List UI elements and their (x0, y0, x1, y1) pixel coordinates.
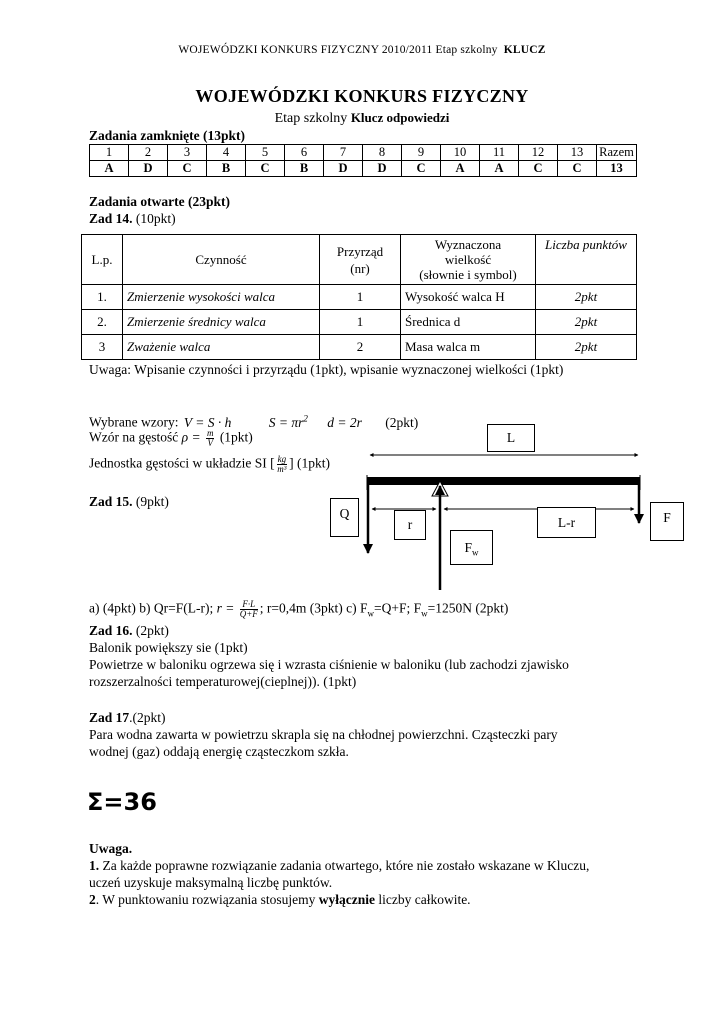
closed-answer: A (441, 161, 480, 177)
zad15-r-fraction (240, 600, 258, 619)
zad15-r-lhs: r = (216, 600, 235, 616)
unit-line: Jednostka gęstości w układzie SI [ $\frac{kg}{\text{m³}}$ ] (1pkt) (89, 454, 330, 474)
col-przyrzad-line1: Przyrząd (336, 243, 384, 259)
row-lp: 1. (82, 285, 123, 310)
note-2-text-b: liczby całkowite. (374, 892, 471, 907)
zad15-fw-sub-1: w (367, 608, 375, 619)
open-heading: Zadania otwarte (23pkt) (89, 194, 230, 209)
formulas-label: Wybrane wzory: (89, 414, 179, 430)
formula-area-base: S = πr (268, 414, 304, 430)
closed-number: 4 (207, 145, 246, 161)
note-2-bold: wyłącznie (318, 892, 375, 907)
zad17-line1: Para wodna zawarta w powietrzu skrapla się na chłodnej powierzchni. Cząsteczki pary (89, 727, 558, 742)
col-lp: L.p. (82, 235, 123, 285)
zad16-line2: Powietrze w baloniku ogrzewa się i wzrasta ciśnienie w baloniku (lub zachodzi zjawisko (89, 657, 569, 672)
row-punkty: 2pkt (536, 285, 637, 310)
row-wielkosc: Wysokość walca H (401, 285, 536, 310)
closed-number: 8 (363, 145, 402, 161)
zad15-answer-c2: =1250N (2pkt) (427, 600, 509, 616)
unit-denominator: m³ (277, 464, 287, 474)
zad15-answer (89, 600, 508, 619)
label-fw-sub: w (472, 547, 479, 558)
label-l-minus-r: L-r (537, 507, 596, 538)
closed-number: 3 (168, 145, 207, 161)
closed-answer: B (285, 161, 324, 177)
col-wielkosc-line3: (słownie i symbol) (419, 267, 517, 282)
formula-diameter: d = 2r (327, 414, 362, 430)
unit-points: (1pkt) (296, 455, 330, 471)
note-1-line1 (89, 858, 589, 874)
zad14-note: Uwaga: Wpisanie czynności i przyrządu (1pkt), wpisanie wyznaczonej wielkości (1pkt) (89, 362, 564, 377)
density-lhs: ρ = (181, 429, 201, 445)
closed-answer: D (363, 161, 402, 177)
col-punkty: Liczba punktów (536, 235, 637, 285)
zad16-line1: Balonik powiększy sie (1pkt) (89, 640, 248, 655)
unit-label: Jednostka gęstości w układzie SI (89, 455, 267, 471)
closed-number: 12 (519, 145, 558, 161)
note-2 (89, 892, 471, 908)
formula-area-exponent: 2 (303, 413, 308, 423)
document-title: WOJEWÓDZKI KONKURS FIZYCZNY (195, 86, 529, 106)
label-q: Q (330, 498, 359, 537)
closed-total-value: 13 (597, 161, 637, 177)
zad15-fw-sub-2: w (421, 608, 428, 619)
lever-beam (367, 477, 640, 485)
subtitle-key: Klucz odpowiedzi (350, 110, 450, 125)
row-wielkosc: Masa walca m (401, 335, 536, 360)
zad15-points: (9pkt) (135, 494, 169, 509)
unit-numerator: kg (277, 454, 287, 464)
closed-answer: A (90, 161, 129, 177)
zad17-heading (89, 710, 166, 726)
zad16-points: (2pkt) (135, 623, 169, 638)
note-2-text-a: . W punktowaniu rozwiązania stosujemy (95, 892, 319, 907)
label-l: L (487, 424, 535, 452)
closed-number: 13 (558, 145, 597, 161)
col-wielkosc-line2: wielkość (444, 252, 492, 267)
zad14-label: Zad 14. (89, 211, 133, 226)
closed-total-label: Razem (597, 145, 637, 161)
row-punkty: 2pkt (536, 335, 637, 360)
row-lp: 2. (82, 310, 123, 335)
label-fw-base: F (464, 540, 472, 555)
header-text: WOJEWÓDZKI KONKURS FIZYCZNY 2010/2011 Etap szkolny (178, 44, 498, 56)
density-denominator: V (207, 438, 213, 448)
row-lp: 3 (82, 335, 123, 360)
total-sum: Σ=36 (87, 788, 157, 816)
zad15-answer-ab: a) (4pkt) b) Qr=F(L-r); (89, 600, 214, 616)
zad16-line3: rozszerzalności temperaturowej(cieplnej)). (1pkt) (89, 674, 357, 689)
closed-answer: B (207, 161, 246, 177)
zad15-answer-rest: ; r=0,4m (3pkt) c) F (259, 600, 368, 616)
zad16-heading (89, 623, 169, 639)
closed-number: 10 (441, 145, 480, 161)
row-przyrzad: 2 (320, 335, 401, 360)
formula-volume: V = S · h (183, 414, 232, 430)
note-1-number: 1. (89, 858, 100, 873)
closed-answer: C (558, 161, 597, 177)
note-2-number: 2 (89, 892, 96, 907)
notes-heading: Uwaga. (89, 841, 133, 856)
zad17-label: Zad 17 (89, 710, 130, 725)
zad15-label: Zad 15. (89, 494, 133, 509)
note-1-line2: uczeń uzyskuje maksymalną liczbę punktów. (89, 875, 333, 890)
col-wielkosc-line1: Wyznaczona (434, 237, 502, 252)
density-label: Wzór na gęstość (89, 429, 179, 445)
closed-answer: C (402, 161, 441, 177)
formulas-points: (2pkt) (385, 414, 419, 430)
closed-number: 9 (402, 145, 441, 161)
closed-answer: C (168, 161, 207, 177)
note-1-text: Za każde poprawne rozwiązanie zadania otwartego, które nie zostało wskazane w Kluczu, (99, 858, 590, 873)
label-fw (450, 530, 493, 565)
closed-answer: C (519, 161, 558, 177)
row-czynnosc: Zmierzenie wysokości walca (123, 285, 320, 310)
col-przyrzad-line2: (nr) (350, 260, 370, 276)
zad15-answer-c1: =Q+F; F (374, 600, 422, 616)
density-points: (1pkt) (219, 429, 253, 445)
row-punkty: 2pkt (536, 310, 637, 335)
density-numerator: m (206, 428, 214, 438)
closed-number: 5 (246, 145, 285, 161)
zad16-label: Zad 16. (89, 623, 133, 638)
header-key: KLUCZ (503, 44, 546, 56)
label-f: F (650, 502, 684, 541)
subtitle-text: Etap szkolny (274, 111, 348, 126)
row-czynnosc: Zmierzenie średnicy walca (123, 310, 320, 335)
zad17-points: .(2pkt) (129, 710, 166, 725)
closed-number: 7 (324, 145, 363, 161)
row-wielkosc: Średnica d (401, 310, 536, 335)
zad14-points: (10pkt) (135, 211, 176, 226)
row-przyrzad: 1 (320, 310, 401, 335)
zad15-r-numerator: F·L (240, 600, 258, 610)
closed-answer: A (480, 161, 519, 177)
closed-number: 6 (285, 145, 324, 161)
closed-answer: C (246, 161, 285, 177)
zad17-line2: wodnej (gaz) oddają energię cząsteczkom szkła. (89, 744, 349, 759)
row-przyrzad: 1 (320, 285, 401, 310)
zad15-r-denominator: Q+F (239, 609, 258, 619)
closed-number: 11 (480, 145, 519, 161)
closed-heading: Zadania zamknięte (13pkt) (89, 128, 246, 143)
col-czynnosc: Czynność (123, 235, 320, 285)
closed-answer: D (324, 161, 363, 177)
closed-number: 1 (90, 145, 129, 161)
label-r: r (394, 510, 426, 540)
row-czynnosc: Zważenie walca (123, 335, 320, 360)
closed-number: 2 (129, 145, 168, 161)
closed-answer: D (129, 161, 168, 177)
